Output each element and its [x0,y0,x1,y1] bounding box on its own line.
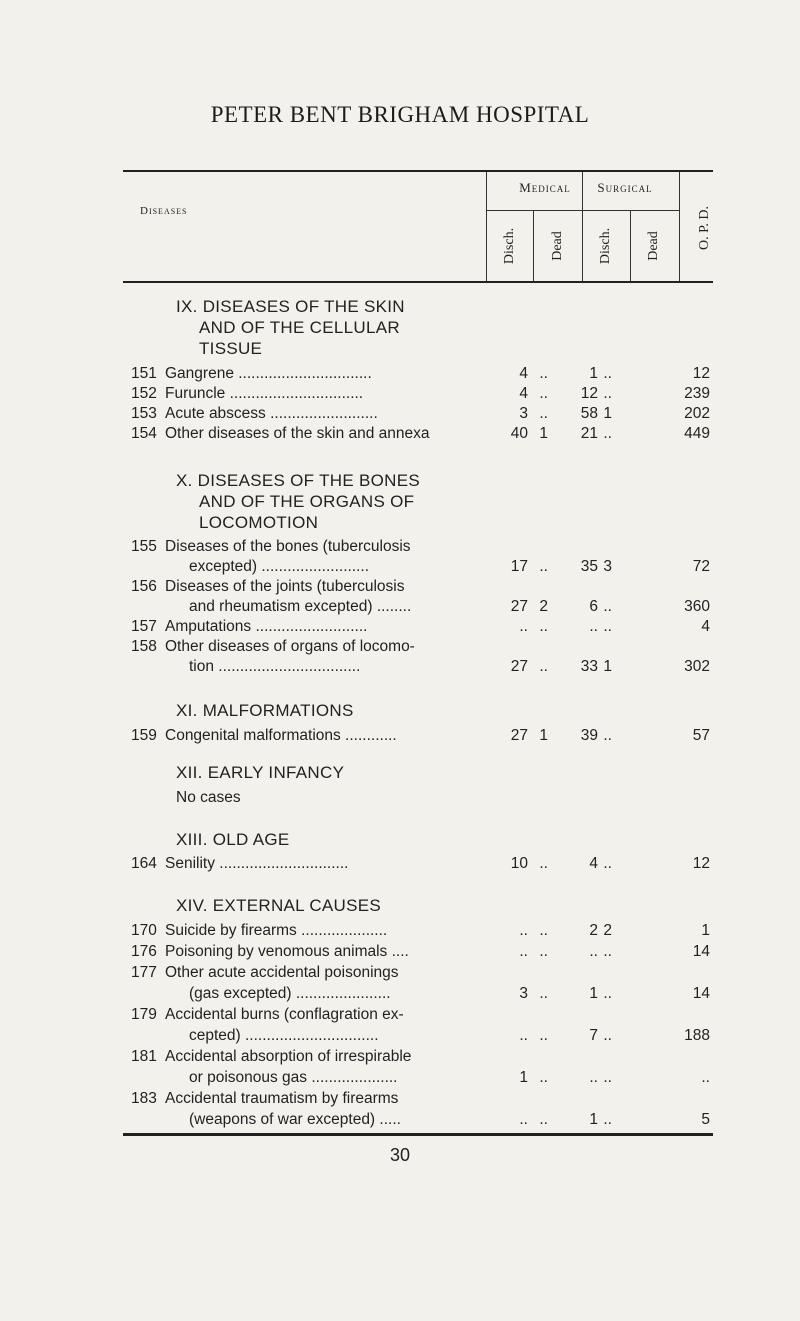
surgical-disch: 58 [580,405,598,422]
surgical-dead: .. [603,385,612,402]
column-divider [679,172,680,281]
opd-value: 360 [684,598,710,615]
page-title: PETER BENT BRIGHAM HOSPITAL [210,102,590,127]
surgical-dead: 1 [603,405,612,422]
surgical-disch: 39 [580,727,598,744]
medical-dead: .. [539,1027,548,1044]
dead-medical-header: Dead [550,231,565,261]
surgical-header: Surgical [597,180,653,195]
opd-value: 5 [701,1111,710,1128]
section-title: AND OF THE CELLULAR [199,318,400,337]
row-number: 154 [131,425,157,442]
medical-disch: .. [519,922,528,939]
medical-dead: .. [539,1069,548,1086]
disease-label-cont: cepted) ............................... [189,1027,379,1044]
diseases-header: Diseases [140,205,188,217]
medical-dead: .. [539,1111,548,1128]
opd-value: 302 [684,658,710,675]
opd-value: 12 [692,365,710,382]
medical-disch: 27 [510,727,528,744]
section-title: XIII. OLD AGE [176,830,290,849]
medical-dead: .. [539,558,548,575]
surgical-disch: .. [589,943,598,960]
column-divider [630,211,631,281]
opd-value: 14 [692,943,710,960]
surgical-dead: 2 [603,922,612,939]
row-number: 156 [131,578,157,595]
disease-label: Other diseases of the skin and annexa [165,425,430,442]
row-number: 177 [131,964,157,981]
medical-dead: 1 [539,727,548,744]
disease-label: Congenital malformations ............ [165,727,397,744]
opd-header: O. P. D. [697,206,712,250]
header-bottom-rule [123,281,713,283]
medical-header: Medical [519,180,571,195]
disease-label: Furuncle ............................... [165,385,364,402]
medical-dead: 2 [539,598,548,615]
disease-label-cont: or poisonous gas .................... [189,1069,398,1086]
opd-value: 12 [692,855,710,872]
opd-value: 202 [684,405,710,422]
medical-dead: .. [539,365,548,382]
section-title: IX. DISEASES OF THE SKIN [176,297,405,316]
medical-dead: .. [539,405,548,422]
medical-disch: 10 [510,855,528,872]
medical-disch: 3 [519,985,528,1002]
disease-label: Accidental burns (conflagration ex- [165,1006,404,1023]
section-title: XII. EARLY INFANCY [176,763,345,782]
medical-disch: .. [519,618,528,635]
medical-dead: .. [539,985,548,1002]
surgical-dead: .. [603,598,612,615]
column-divider [486,172,487,281]
disease-label-cont: tion ................................. [189,658,361,675]
row-number: 183 [131,1090,157,1107]
row-number: 155 [131,538,157,555]
disease-label: Acute abscess ......................... [165,405,378,422]
surgical-disch: 1 [589,985,598,1002]
surgical-disch: 6 [589,598,598,615]
row-number: 152 [131,385,157,402]
medical-dead: .. [539,922,548,939]
medical-dead: 1 [539,425,548,442]
row-number: 164 [131,855,157,872]
medical-dead: .. [539,385,548,402]
section-title: X. DISEASES OF THE BONES [176,471,421,490]
row-number: 176 [131,943,157,960]
disease-label: Other acute accidental poisonings [165,964,399,981]
opd-value: 72 [692,558,710,575]
disease-label: Amputations .......................... [165,618,368,635]
surgical-dead: 1 [603,658,612,675]
opd-value: 449 [684,425,710,442]
opd-value: 188 [684,1027,710,1044]
row-number: 151 [131,365,157,382]
medical-disch: 27 [510,598,528,615]
surgical-dead: .. [603,1027,612,1044]
opd-value: 1 [701,922,710,939]
surgical-dead: 3 [603,558,612,575]
surgical-disch: .. [589,618,598,635]
no-cases-note: No cases [176,789,241,806]
opd-value: .. [701,1069,710,1086]
medical-disch: 3 [519,405,528,422]
opd-value: 57 [692,727,710,744]
surgical-dead: .. [603,425,612,442]
disease-label: Accidental absorption of irrespirable [165,1048,412,1065]
surgical-disch: 1 [589,365,598,382]
column-divider [533,211,534,281]
medical-dead: .. [539,618,548,635]
medical-dead: .. [539,943,548,960]
surgical-dead: .. [603,985,612,1002]
disease-label-cont: (gas excepted) ...................... [189,985,391,1002]
surgical-disch: .. [589,1069,598,1086]
medical-dead: .. [539,855,548,872]
opd-value: 14 [692,985,710,1002]
medical-disch: 17 [510,558,528,575]
surgical-disch: 4 [589,855,598,872]
disease-label-cont: (weapons of war excepted) ..... [189,1111,401,1128]
surgical-disch: 35 [580,558,598,575]
surgical-disch: 21 [580,425,598,442]
medical-disch: .. [519,1111,528,1128]
medical-disch: 27 [510,658,528,675]
row-number: 159 [131,727,157,744]
surgical-dead: .. [603,618,612,635]
row-number: 158 [131,638,157,655]
table-bottom-rule [123,1133,713,1136]
opd-value: 4 [701,618,710,635]
medical-dead: .. [539,658,548,675]
surgical-dead: .. [603,1111,612,1128]
surgical-dead: .. [603,1069,612,1086]
disease-label: Diseases of the bones (tuberculosis [165,538,411,555]
medical-disch: 40 [510,425,528,442]
surgical-disch: 33 [580,658,598,675]
section-title: AND OF THE ORGANS OF [199,492,415,511]
row-number: 181 [131,1048,157,1065]
section-title: TISSUE [199,339,263,358]
dead-surgical-header: Dead [646,231,661,261]
surgical-disch: 12 [580,385,598,402]
surgical-dead: .. [603,727,612,744]
opd-value: 239 [684,385,710,402]
medical-disch: 1 [519,1069,528,1086]
disease-label: Gangrene ............................... [165,365,372,382]
disch-surgical-header: Disch. [598,227,613,265]
surgical-dead: .. [603,365,612,382]
surgical-disch: 1 [589,1111,598,1128]
disease-label-cont: and rheumatism excepted) ........ [189,598,412,615]
disease-label-cont: excepted) ......................... [189,558,370,575]
table-top-rule [123,170,713,172]
medical-disch: .. [519,1027,528,1044]
surgical-dead: .. [603,943,612,960]
medical-disch: 4 [519,385,528,402]
section-title: XIV. EXTERNAL CAUSES [176,896,382,915]
medical-disch: 4 [519,365,528,382]
disease-label: Other diseases of organs of locomo- [165,638,415,655]
disease-label: Suicide by firearms .................... [165,922,388,939]
row-number: 157 [131,618,157,635]
disease-label: Poisoning by venomous animals .... [165,943,409,960]
disch-medical-header: Disch. [502,227,517,265]
disease-label: Accidental traumatism by firearms [165,1090,399,1107]
surgical-disch: 7 [589,1027,598,1044]
disease-label: Senility .............................. [165,855,349,872]
page-number: 30 [389,1145,411,1165]
section-title: XI. MALFORMATIONS [176,701,354,720]
row-number: 179 [131,1006,157,1023]
row-number: 170 [131,922,157,939]
section-title: LOCOMOTION [199,513,319,532]
surgical-disch: 2 [589,922,598,939]
row-number: 153 [131,405,157,422]
surgical-dead: .. [603,855,612,872]
disease-label: Diseases of the joints (tuberculosis [165,578,405,595]
column-divider [582,172,583,281]
medical-disch: .. [519,943,528,960]
